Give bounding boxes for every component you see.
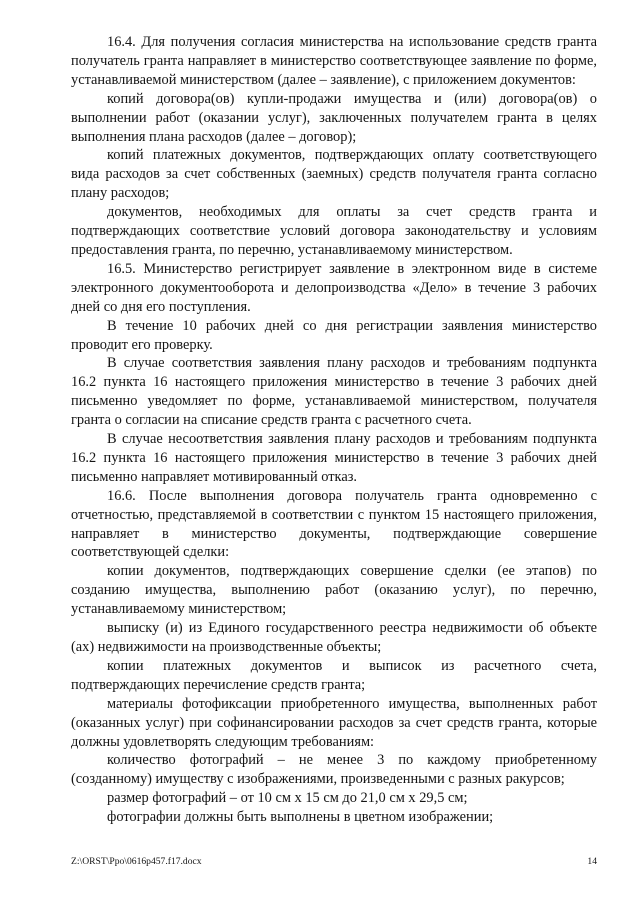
list-item-contracts: копий договора(ов) купли-продажи имущества и (или) договора(ов) о выполнении работ (оказании услуг), заключенных получателем гранта в целях выполнения плана расходов (далее – договор); — [71, 90, 597, 145]
page-number: 14 — [587, 856, 597, 867]
requirement-photo-color: фотографии должны быть выполнены в цветном изображении; — [107, 809, 494, 826]
paragraph-approval: В случае соответствия заявления плану расходов и требованиям подпункта 16.2 пункта 16 настоящего приложения министерство в течение 3 рабочих дней письменно уведомляет по форме, устанавливаемой министерством, получателя гранта о согласии на списание средств гранта с расчетного счета. — [71, 355, 597, 429]
document-body — [71, 33, 597, 827]
footer-file-path: Z:\ORST\Ppo\0616p457.f17.docx — [71, 856, 202, 867]
list-item-registry-extract: выписку (и) из Единого государственного реестра недвижимости об объекте (ах) недвижимости на производственные объекты; — [71, 620, 597, 655]
list-item-required-documents: документов, необходимых для оплаты за счет средств гранта и подтверждающих соответствие условий договора законодательству и условиям предоставления гранта, по перечню, устанавливаемому министерством. — [71, 204, 597, 258]
requirement-photo-size: размер фотографий – от 10 см х 15 см до 21,0 см х 29,5 см; — [107, 790, 468, 807]
page-footer — [71, 855, 597, 869]
paragraph-16-4: 16.4. Для получения согласия министерства на использование средств гранта получатель гранта направляет в министерство соответствующее заявление по форме, устанавливаемой министерством (далее – заявление), с приложением документов: — [71, 34, 597, 88]
list-item-bank-statements: копии платежных документов и выписок из расчетного счета, подтверждающих перечисление средств гранта; — [71, 657, 597, 693]
paragraph-16-5: 16.5. Министерство регистрирует заявление в электронном виде в системе электронного документооборота и делопроизводства «Дело» в течение 3 рабочих дней со дня его поступления. — [71, 260, 597, 315]
list-item-photo-materials: материалы фотофиксации приобретенного имущества, выполненных работ (оказанных услуг) при софинансировании расходов за счет средств гранта, которые должны удовлетворять следующим требованиям: — [71, 695, 597, 750]
requirement-photo-count: количество фотографий – не менее 3 по каждому приобретенному (созданному) имуществу с изображениями, произведенными с разных ракурсов; — [71, 752, 597, 788]
paragraph-16-6: 16.6. После выполнения договора получатель гранта одновременно с отчетностью, представляемой в соответствии с пунктом 15 настоящего приложения, направляет в министерство документы, подтверждающие совершение соответствующей сделки: — [71, 487, 597, 561]
paragraph-refusal: В случае несоответствия заявления плану расходов и требованиям подпункта 16.2 пункта 16 настоящего приложения министерство в течение 3 рабочих дней письменно направляет мотивированный отказ. — [71, 431, 597, 485]
list-item-payment-documents: копий платежных документов, подтверждающих оплату соответствующего вида расходов за счет собственных (заемных) средств получателя гранта согласно плану расходов; — [71, 147, 597, 202]
paragraph-review-period: В течение 10 рабочих дней со дня регистрации заявления министерство проводит его проверку. — [71, 317, 597, 353]
list-item-transaction-documents: копии документов, подтверждающих совершение сделки (ее этапов) по созданию имущества, выполнению работ (оказанию услуг), по перечню, устанавливаемому министерством; — [71, 563, 597, 618]
